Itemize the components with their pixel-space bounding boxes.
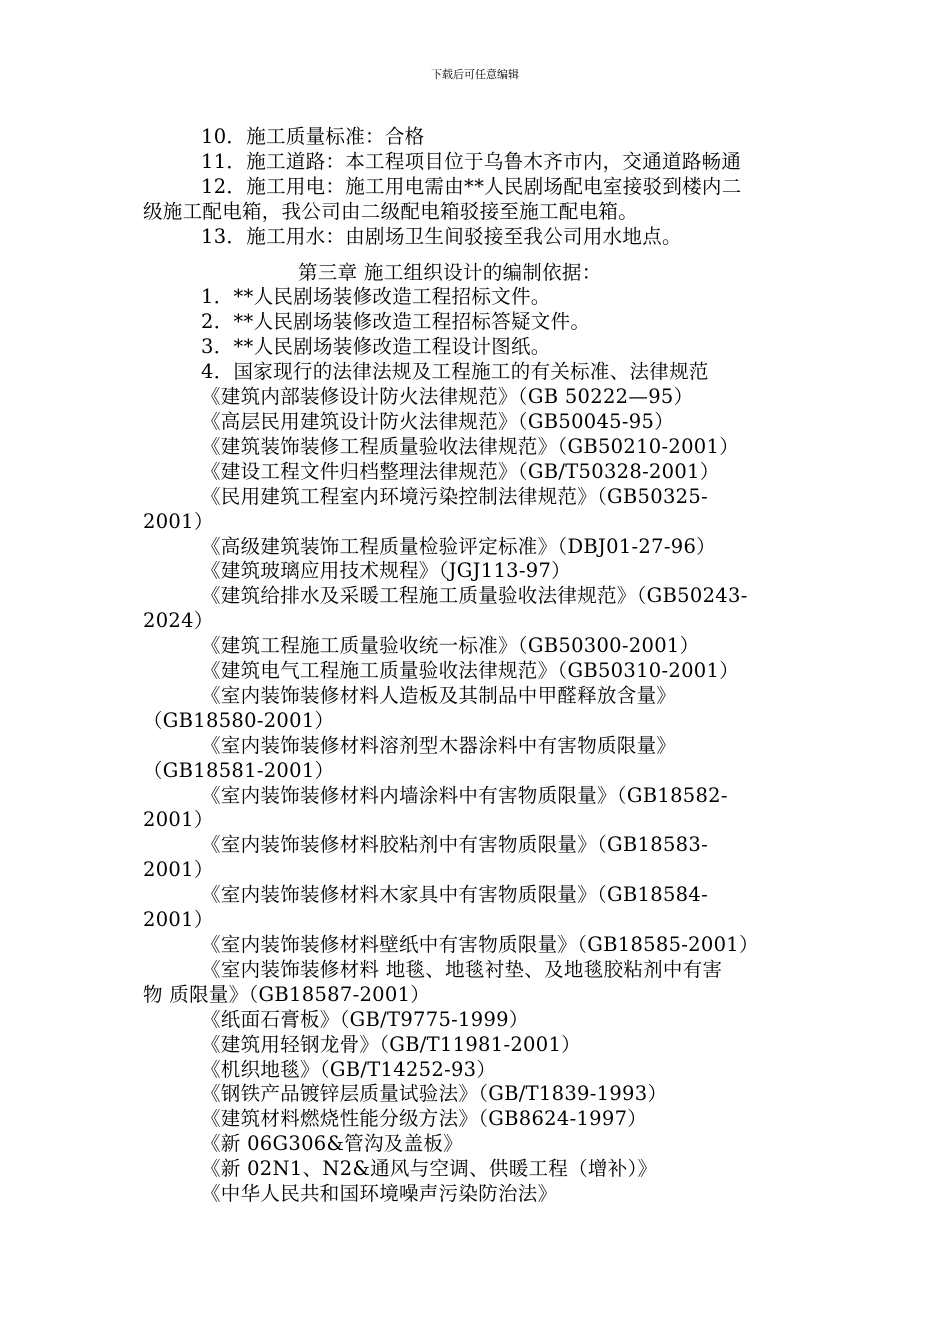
standard-item-cont: 2001）: [143, 808, 214, 832]
standard-item: 《室内装饰装修材料人造板及其制品中甲醛释放含量》: [201, 683, 677, 707]
standard-item-cont: （GB18580-2001）: [143, 708, 335, 732]
standard-item-cont: （GB18581-2001）: [143, 758, 335, 782]
standard-item: 《室内装饰装修材料内墙涂料中有害物质限量》（GB18582-: [201, 783, 728, 807]
basis-item: 2．**人民剧场装修改造工程招标答疑文件。: [201, 310, 591, 334]
standard-item: 《建筑材料燃烧性能分级方法》（GB8624-1997）: [201, 1107, 648, 1131]
standard-item: 《建筑给排水及采暖工程施工质量验收法律规范》（GB50243-: [201, 584, 748, 608]
standard-item: 《室内装饰装修材料木家具中有害物质限量》（GB18584-: [201, 883, 708, 907]
standard-item: 《室内装饰装修材料胶粘剂中有害物质限量》（GB18583-: [201, 833, 708, 857]
item-construction-road: 11．施工道路：本工程项目位于乌鲁木齐市内，交通道路畅通: [201, 149, 742, 173]
standard-item: 《室内装饰装修材料壁纸中有害物质限量》（GB18585-2001）: [201, 933, 759, 956]
standard-item: 《室内装饰装修材料 地毯、地毯衬垫、及地毯胶粘剂中有害: [201, 957, 723, 981]
standard-item: 《建筑电气工程施工质量验收法律规范》（GB50310-2001）: [201, 659, 740, 683]
page-header: 下载后可任意编辑: [431, 68, 519, 81]
standard-item-cont: 2001）: [143, 509, 214, 533]
item-construction-power: 12．施工用电：施工用电需由**人民剧场配电室接驳到楼内二: [201, 174, 742, 198]
standard-item: 《钢铁产品镀锌层质量试验法》（GB/T1839-1993）: [201, 1082, 668, 1106]
standard-item: 《建设工程文件归档整理法律规范》（GB/T50328-2001）: [201, 459, 720, 483]
basis-item: 1．**人民剧场装修改造工程招标文件。: [201, 285, 551, 309]
standard-item: 《机织地毯》（GB/T14252-93）: [201, 1057, 497, 1081]
item-quality-standard: 10．施工质量标准：合格: [201, 125, 425, 148]
document-body: [143, 125, 810, 1207]
standard-item-cont: 2024）: [143, 609, 214, 633]
standard-item: 《室内装饰装修材料溶剂型木器涂料中有害物质限量》: [201, 733, 677, 757]
standard-item-cont: 物 质限量》（GB18587-2001）: [143, 982, 431, 1006]
standard-item: 《建筑玻璃应用技术规程》（JGJ113-97）: [201, 559, 571, 583]
chapter-title: 第三章 施工组织设计的编制依据：: [298, 260, 602, 284]
item-construction-power-cont: 级施工配电箱，我公司由二级配电箱驳接至施工配电箱。: [143, 199, 639, 223]
standard-item: 《建筑内部装修设计防火法律规范》（GB 50222—95）: [201, 385, 694, 409]
standard-item: 《中华人民共和国环境噪声污染防治法》: [201, 1182, 558, 1206]
item-construction-water: 13．施工用水：由剧场卫生间驳接至我公司用水地点。: [201, 224, 682, 248]
standard-item: 《建筑装饰装修工程质量验收法律规范》（GB50210-2001）: [201, 434, 740, 458]
standard-item: 《新 02N1、N2&通风与空调、供暖工程（增补）》: [201, 1157, 658, 1181]
standard-item: 《民用建筑工程室内环境污染控制法律规范》（GB50325-: [201, 484, 708, 508]
standard-item: 《高层民用建筑设计防火法律规范》（GB50045-95）: [201, 409, 674, 433]
standard-item: 《纸面石膏板》（GB/T9775-1999）: [201, 1007, 529, 1031]
basis-item: 4．国家现行的法律法规及工程施工的有关标准、法律规范: [201, 360, 709, 384]
standard-item: 《高级建筑装饰工程质量检验评定标准》（DBJ01-27-96）: [201, 534, 716, 558]
basis-item: 3．**人民剧场装修改造工程设计图纸。: [201, 335, 551, 359]
standard-item: 《建筑工程施工质量验收统一标准》（GB50300-2001）: [201, 634, 700, 658]
standard-item: 《建筑用轻钢龙骨》（GB/T11981-2001）: [201, 1032, 581, 1056]
standard-item-cont: 2001）: [143, 908, 214, 932]
standard-item-cont: 2001）: [143, 858, 214, 882]
standard-item: 《新 06G306&管沟及盖板》: [201, 1132, 463, 1156]
